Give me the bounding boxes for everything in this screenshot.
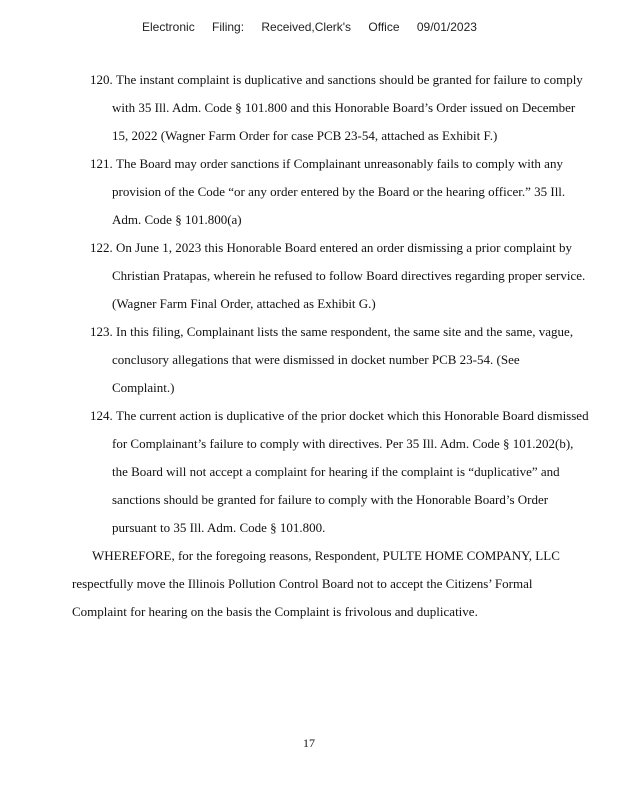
header-filing: Filing: bbox=[212, 20, 245, 34]
paragraph-line: with 35 Ill. Adm. Code § 101.800 and this Honorable Board’s Order issued on December bbox=[112, 100, 576, 115]
paragraph-number: 120. bbox=[90, 72, 113, 87]
wherefore-line: WHEREFORE, for the foregoing reasons, Respondent, PULTE HOME COMPANY, LLC bbox=[92, 548, 560, 563]
header-date: 09/01/2023 bbox=[416, 20, 477, 34]
paragraph-line: In this filing, Complainant lists the same respondent, the same site and the same, vague, bbox=[116, 324, 574, 339]
paragraph-line: sanctions should be granted for failure to comply with the Honorable Board’s Order bbox=[112, 492, 549, 507]
page-number: 17 bbox=[303, 736, 315, 750]
filing-header bbox=[142, 20, 491, 34]
wherefore-line: Complaint for hearing on the basis the Complaint is frivolous and duplicative. bbox=[72, 604, 478, 619]
paragraph-line: The instant complaint is duplicative and sanctions should be granted for failure to comply bbox=[116, 72, 583, 87]
paragraph-number: 123. bbox=[90, 324, 113, 339]
paragraph-line: On June 1, 2023 this Honorable Board entered an order dismissing a prior complaint by bbox=[116, 240, 572, 255]
wherefore-line: respectfully move the Illinois Pollution Control Board not to accept the Citizens’ Formal bbox=[72, 576, 533, 591]
paragraph-line: Complaint.) bbox=[112, 380, 175, 395]
paragraph-number: 124. bbox=[90, 408, 113, 423]
paragraph-line: Christian Pratapas, wherein he refused to follow Board directives regarding proper service. bbox=[112, 268, 586, 283]
paragraph-line: the Board will not accept a complaint for hearing if the complaint is “duplicative” and bbox=[112, 464, 560, 479]
header-office: Office bbox=[368, 20, 400, 34]
header-electronic: Electronic bbox=[142, 20, 195, 34]
paragraph-line: The Board may order sanctions if Complainant unreasonably fails to comply with any bbox=[116, 156, 563, 171]
paragraph-number: 122. bbox=[90, 240, 113, 255]
header-received: Received,Clerk's bbox=[261, 20, 352, 34]
paragraph-line: provision of the Code “or any order entered by the Board or the hearing officer.” 35 Ill. bbox=[112, 184, 566, 199]
paragraph-number: 121. bbox=[90, 156, 113, 171]
paragraph-line: (Wagner Farm Final Order, attached as Exhibit G.) bbox=[112, 296, 376, 311]
paragraph-line: Adm. Code § 101.800(a) bbox=[112, 212, 242, 227]
paragraph-line: pursuant to 35 Ill. Adm. Code § 101.800. bbox=[112, 520, 326, 535]
paragraph-line: conclusory allegations that were dismissed in docket number PCB 23-54. (See bbox=[112, 352, 520, 367]
paragraph-line: The current action is duplicative of the prior docket which this Honorable Board dismissed bbox=[116, 408, 589, 423]
paragraph-line: for Complainant’s failure to comply with directives. Per 35 Ill. Adm. Code § 101.202(b), bbox=[112, 436, 574, 451]
paragraph-line: 15, 2022 (Wagner Farm Order for case PCB 23-54, attached as Exhibit F.) bbox=[112, 128, 498, 143]
